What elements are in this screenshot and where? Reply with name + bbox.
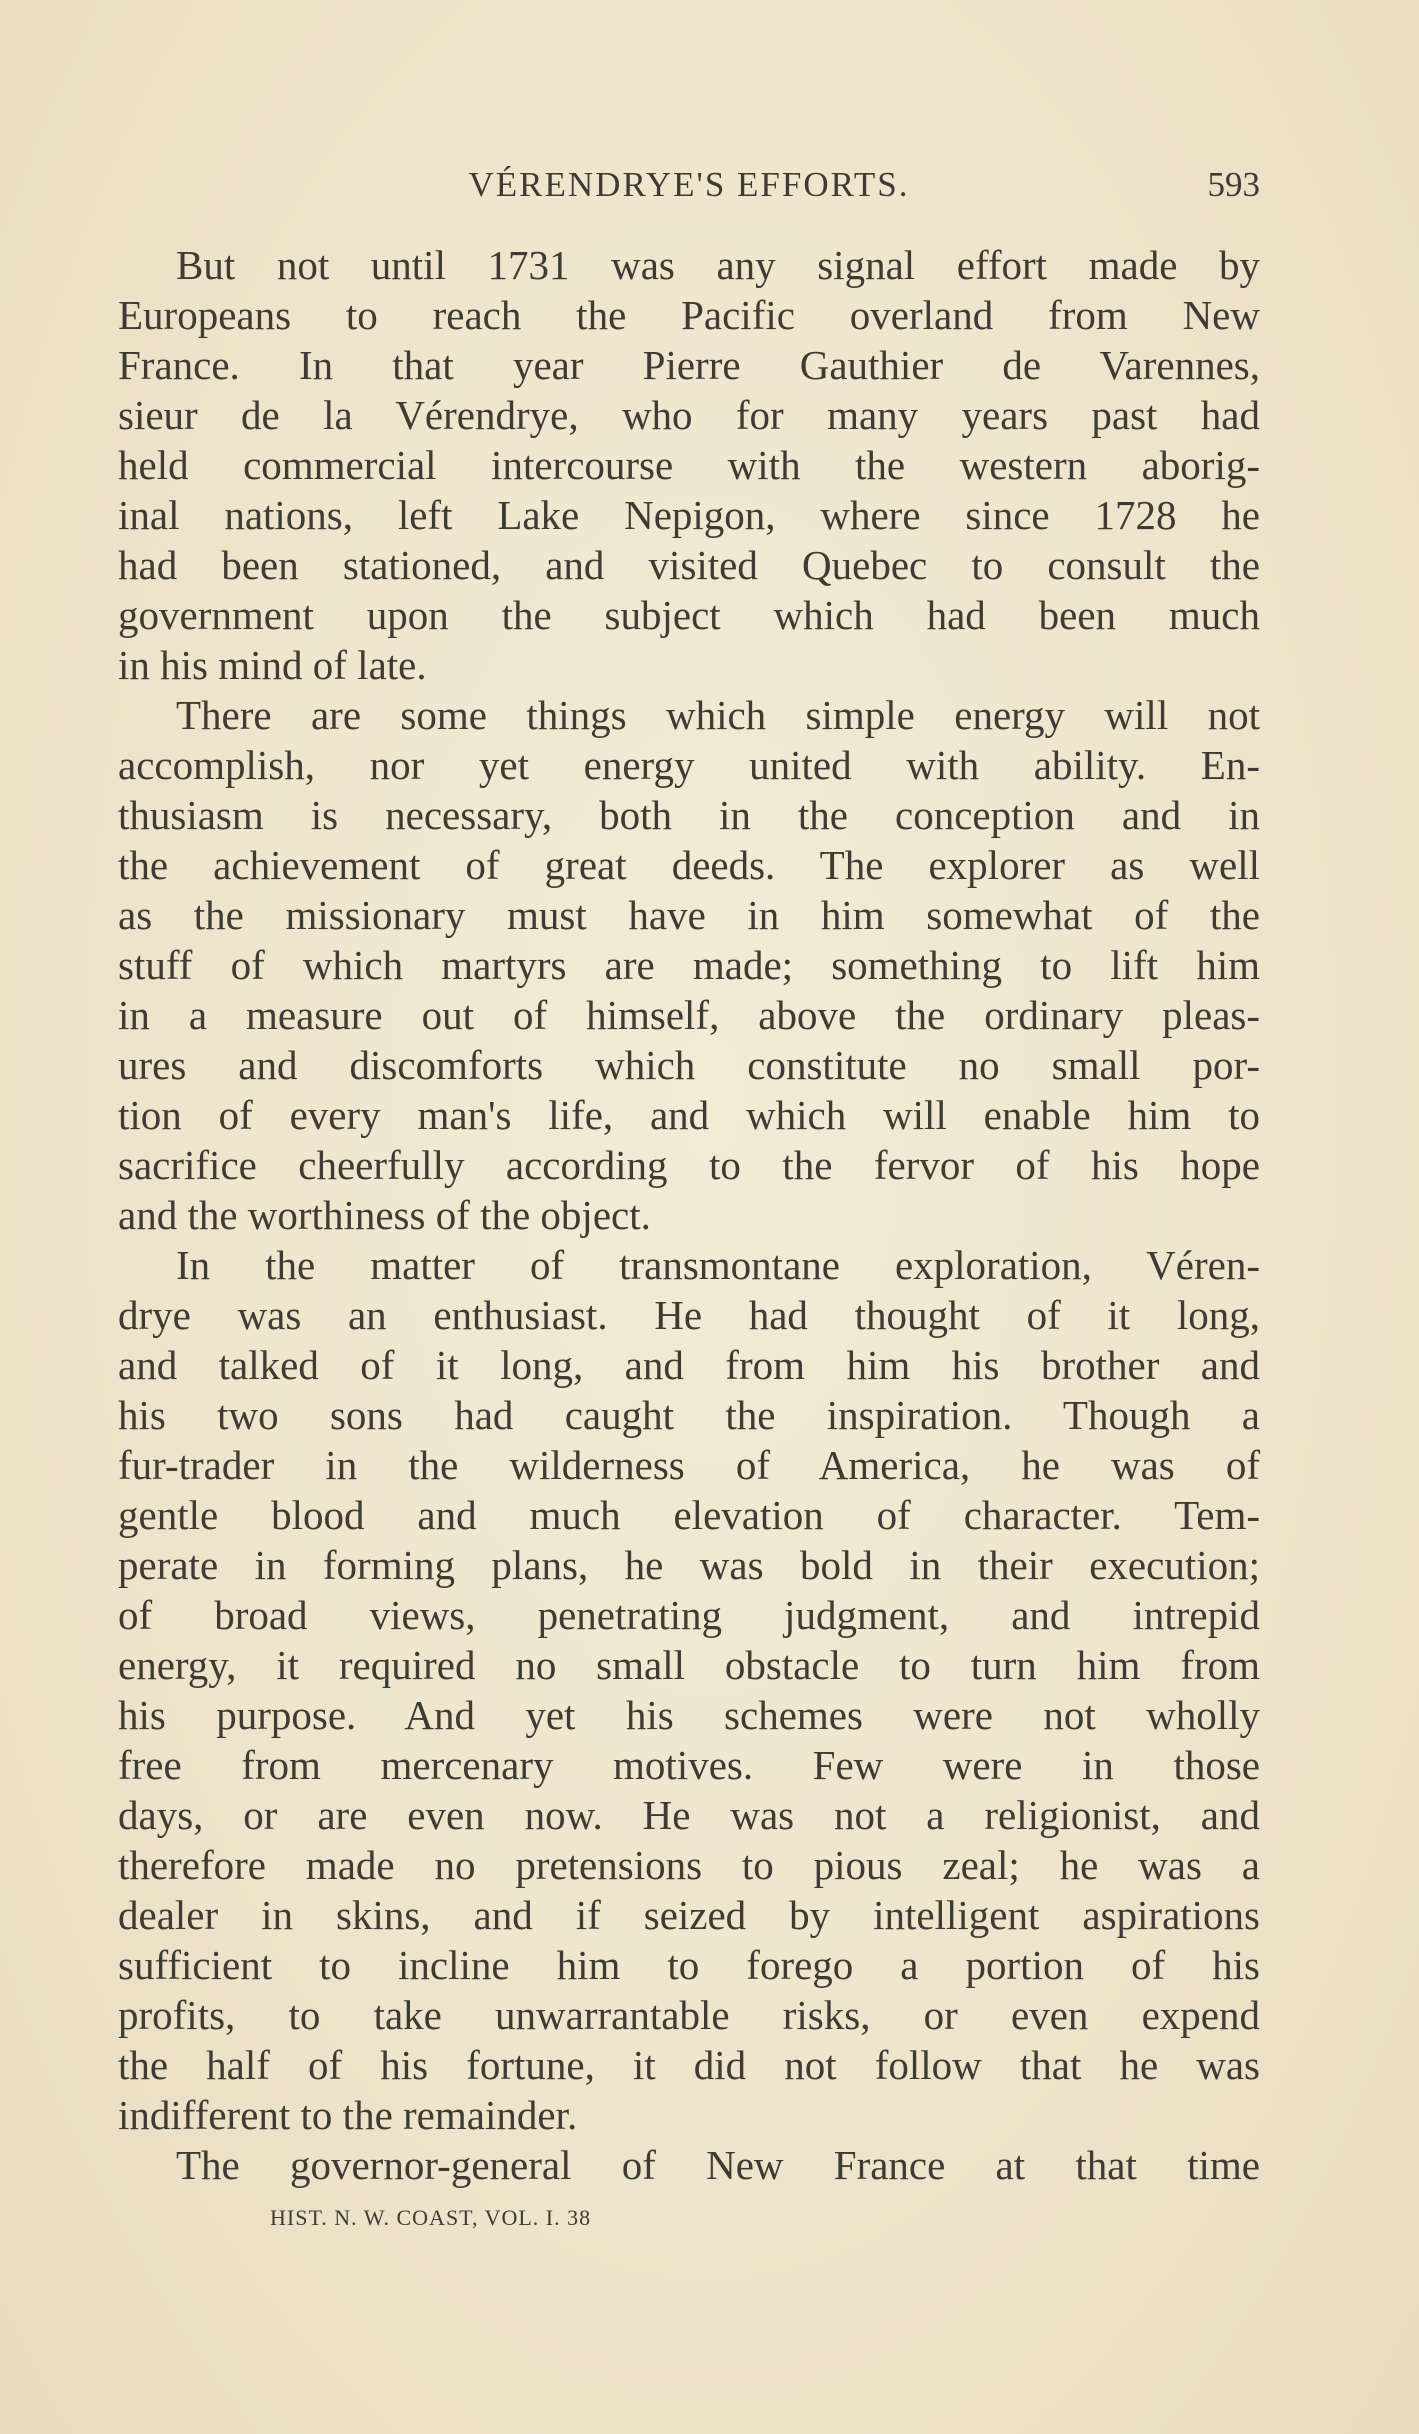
text-line: his purpose. And yet his schemes were not wholly — [118, 1692, 1260, 1738]
text-line: sacrifice cheerfully according to the fervor of his hope — [118, 1142, 1260, 1188]
text-line: Europeans to reach the Pacific overland from New — [118, 292, 1260, 338]
footer-signature: HIST. N. W. COAST, VOL. I. 38 — [270, 2205, 592, 2230]
text-line: stuff of which martyrs are made; something to lift him — [118, 942, 1260, 988]
text-line: in a measure out of himself, above the ordinary pleas- — [118, 992, 1260, 1038]
text-line: thusiasm is necessary, both in the conception and in — [118, 792, 1260, 838]
running-head — [118, 165, 1260, 215]
text-line: government upon the subject which had been much — [118, 592, 1260, 638]
body-text — [118, 240, 1260, 2190]
text-line: had been stationed, and visited Quebec to consult the — [118, 542, 1260, 588]
text-line: inal nations, left Lake Nepigon, where since 1728 he — [118, 492, 1260, 538]
text-line: days, or are even now. He was not a religionist, and — [118, 1792, 1260, 1838]
text-line: in his mind of late. — [118, 642, 427, 688]
text-line: The governor-general of New France at that time — [176, 2142, 1260, 2188]
text-line: as the missionary must have in him somewhat of the — [118, 892, 1260, 938]
text-line: sufficient to incline him to forego a portion of his — [118, 1942, 1260, 1988]
text-line: There are some things which simple energy will not — [176, 692, 1260, 738]
text-line: and talked of it long, and from him his brother and — [118, 1342, 1260, 1388]
text-line: energy, it required no small obstacle to turn him from — [118, 1642, 1260, 1688]
text-line: held commercial intercourse with the western aborig- — [118, 442, 1260, 488]
text-line: sieur de la Vérendrye, who for many years past had — [118, 392, 1260, 438]
running-title: VÉRENDRYE'S EFFORTS. — [468, 165, 910, 204]
text-line: gentle blood and much elevation of character. Tem- — [118, 1492, 1260, 1538]
text-line: France. In that year Pierre Gauthier de Varennes, — [118, 342, 1260, 388]
text-line: ures and discomforts which constitute no small por- — [118, 1042, 1260, 1088]
text-line: perate in forming plans, he was bold in their execution; — [118, 1542, 1260, 1588]
text-line: dealer in skins, and if seized by intelligent aspirations — [118, 1892, 1260, 1938]
text-line: indifferent to the remainder. — [118, 2092, 578, 2138]
text-line: tion of every man's life, and which will enable him to — [118, 1092, 1260, 1138]
text-line: the half of his fortune, it did not follow that he was — [118, 2042, 1260, 2088]
text-line: his two sons had caught the inspiration. Though a — [118, 1392, 1260, 1438]
text-line: free from mercenary motives. Few were in those — [118, 1742, 1260, 1788]
text-line: accomplish, nor yet energy united with ability. En- — [118, 742, 1260, 788]
text-line: therefore made no pretensions to pious zeal; he was a — [118, 1842, 1260, 1888]
text-line: profits, to take unwarrantable risks, or even expend — [118, 1992, 1260, 2038]
text-line: fur-trader in the wilderness of America, he was of — [118, 1442, 1260, 1488]
text-line: the achievement of great deeds. The explorer as well — [118, 842, 1260, 888]
page-number: 593 — [1207, 165, 1260, 204]
text-line: drye was an enthusiast. He had thought of it long, — [118, 1292, 1260, 1338]
text-line: of broad views, penetrating judgment, and intrepid — [118, 1592, 1260, 1638]
text-line: But not until 1731 was any signal effort made by — [176, 242, 1260, 288]
text-line: and the worthiness of the object. — [118, 1192, 651, 1238]
text-line: In the matter of transmontane exploration, Véren- — [176, 1242, 1260, 1288]
